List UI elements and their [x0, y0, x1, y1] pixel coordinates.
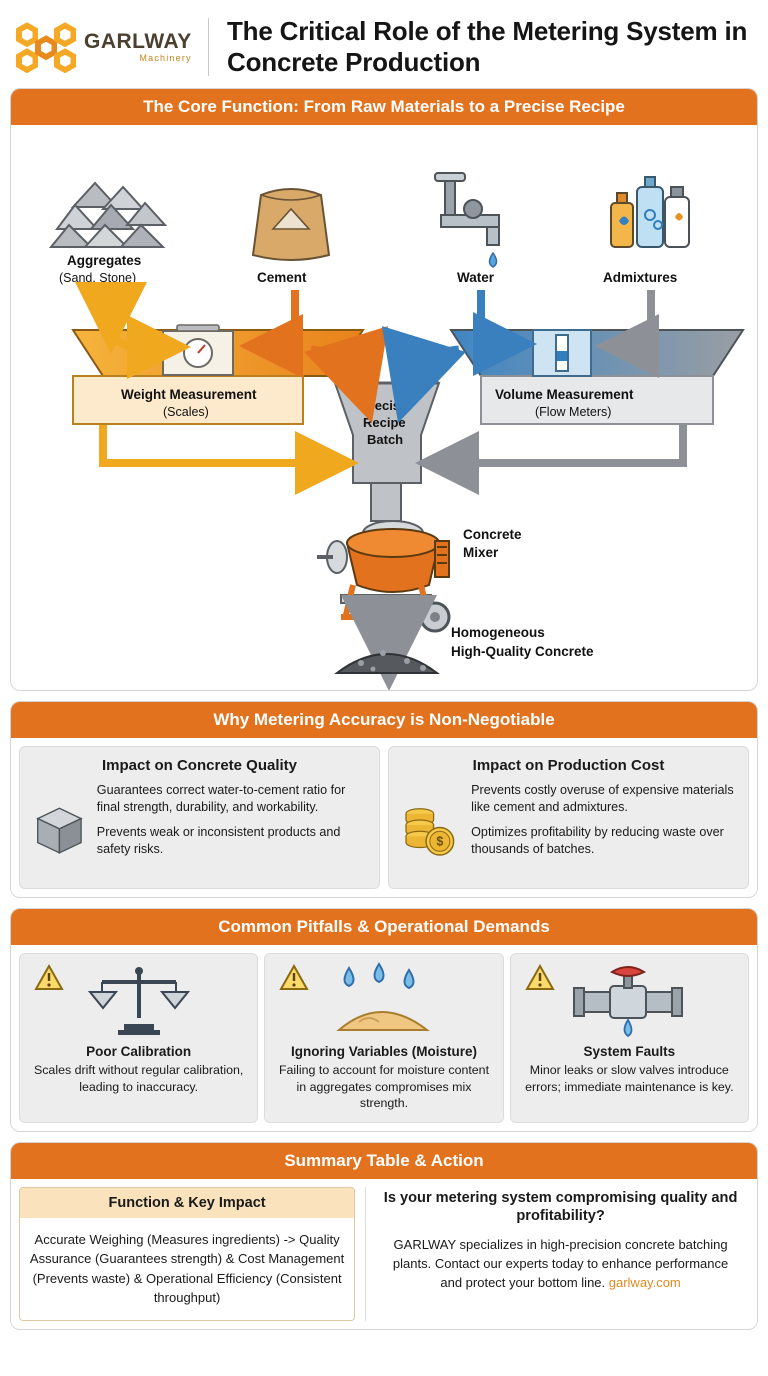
accuracy-heading: Why Metering Accuracy is Non-Negotiable	[11, 702, 757, 738]
coin-stack-icon	[401, 782, 461, 878]
cost-impact-panel	[388, 746, 749, 889]
svg-text:Water: Water	[457, 270, 495, 286]
process-flow-diagram	[11, 125, 757, 690]
svg-text:Aggregates: Aggregates	[67, 253, 142, 269]
pitfall-desc: Failing to account for moisture content in aggregates compromises mix strength.	[278, 1063, 490, 1111]
concrete-cube-icon	[32, 782, 87, 878]
cta-block	[365, 1187, 749, 1321]
pitfall-system-faults	[510, 953, 749, 1122]
summary-table	[19, 1187, 355, 1321]
pitfall-title: Ignoring Variables (Moisture)	[290, 1044, 477, 1060]
svg-text:Homogeneous: Homogeneous	[451, 625, 545, 641]
page-header	[10, 10, 758, 88]
cta-link[interactable]: garlway.com	[608, 1275, 681, 1291]
svg-text:(Sand, Stone): (Sand, Stone)	[59, 271, 137, 286]
water-drops-sand-icon	[319, 962, 449, 1040]
pitfall-desc: Scales drift without regular calibration, leading to inaccuracy.	[33, 1063, 244, 1094]
svg-text:Weight Measurement: Weight Measurement	[121, 387, 257, 403]
pitfalls-card	[10, 908, 758, 1131]
brand-tagline: Machinery	[139, 53, 192, 64]
pitfall-poor-calibration	[19, 953, 258, 1122]
page-title: The Critical Role of the Metering System in Concrete Production	[227, 16, 748, 78]
pitfall-title: System Faults	[583, 1044, 676, 1060]
faucet-water-icon	[435, 173, 499, 267]
core-function-heading: The Core Function: From Raw Materials to a Precise Recipe	[11, 89, 757, 125]
cost-impact-title: Impact on Production Cost	[472, 757, 665, 775]
cta-question: Is your metering system compromising quality and profitability?	[383, 1189, 738, 1225]
svg-text:Admixtures: Admixtures	[603, 270, 678, 286]
svg-text:(Flow Meters): (Flow Meters)	[535, 405, 612, 420]
concrete-mixer-icon	[317, 521, 449, 631]
cost-impact-p2: Optimizes profitability by reducing waste over thousands of batches.	[471, 825, 724, 857]
leaking-valve-icon	[570, 962, 688, 1040]
summary-heading: Summary Table & Action	[11, 1143, 757, 1179]
svg-text:Cement: Cement	[257, 270, 307, 286]
quality-impact-title: Impact on Concrete Quality	[101, 757, 298, 775]
warning-triangle-icon	[34, 964, 64, 992]
pitfall-desc: Minor leaks or slow valves introduce errors; immediate maintenance is key.	[525, 1063, 734, 1094]
svg-text:Concrete: Concrete	[463, 527, 522, 543]
svg-text:Batch: Batch	[367, 432, 404, 448]
summary-table-body: Accurate Weighing (Measures ingredients) -> Quality Assurance (Guarantees strength) & Cost Management (Prevents waste) & Operational Efficiency (Consistent throughput)	[29, 1231, 345, 1305]
brand-logo	[14, 18, 190, 76]
warning-triangle-icon	[525, 964, 555, 992]
accuracy-card	[10, 701, 758, 898]
header-divider	[208, 18, 209, 76]
core-function-card	[10, 88, 758, 691]
pitfall-title: Poor Calibration	[86, 1044, 192, 1060]
rock-pile-icon	[51, 183, 165, 247]
pitfall-ignoring-variables	[264, 953, 503, 1122]
flow-meter-icon	[533, 330, 591, 376]
kitchen-scale-icon	[163, 325, 233, 375]
quality-impact-p1: Guarantees correct water-to-cement ratio for final strength, durability, and workability.	[96, 783, 346, 815]
svg-text:$: $	[436, 835, 444, 850]
svg-text:High-Quality Concrete: High-Quality Concrete	[451, 644, 594, 660]
hexagon-cluster-icon	[14, 18, 76, 76]
cost-impact-p1: Prevents costly overuse of expensive materials like cement and admixtures.	[471, 783, 734, 815]
quality-impact-p2: Prevents weak or inconsistent products and safety risks.	[96, 825, 341, 857]
summary-table-header: Function & Key Impact	[20, 1188, 354, 1218]
cement-bag-icon	[253, 189, 329, 260]
svg-text:Precise: Precise	[361, 398, 408, 414]
balance-scale-icon	[84, 962, 194, 1040]
quality-impact-panel	[19, 746, 380, 889]
summary-card	[10, 1142, 758, 1330]
svg-text:Mixer: Mixer	[463, 545, 499, 561]
brand-name: GARLWAY	[84, 30, 192, 54]
chemical-bottles-icon	[611, 177, 689, 247]
warning-triangle-icon	[279, 964, 309, 992]
pitfalls-heading: Common Pitfalls & Operational Demands	[11, 909, 757, 945]
svg-text:Volume Measurement: Volume Measurement	[495, 387, 634, 403]
cta-body	[382, 1236, 739, 1293]
svg-text:(Scales): (Scales)	[163, 405, 209, 420]
concrete-pile-icon	[337, 650, 437, 673]
svg-text:Recipe: Recipe	[363, 415, 406, 431]
cta-body-text: GARLWAY specializes in high-precision concrete batching plants. Contact our experts today to enhance performance and protect your bottom line.	[392, 1237, 729, 1291]
